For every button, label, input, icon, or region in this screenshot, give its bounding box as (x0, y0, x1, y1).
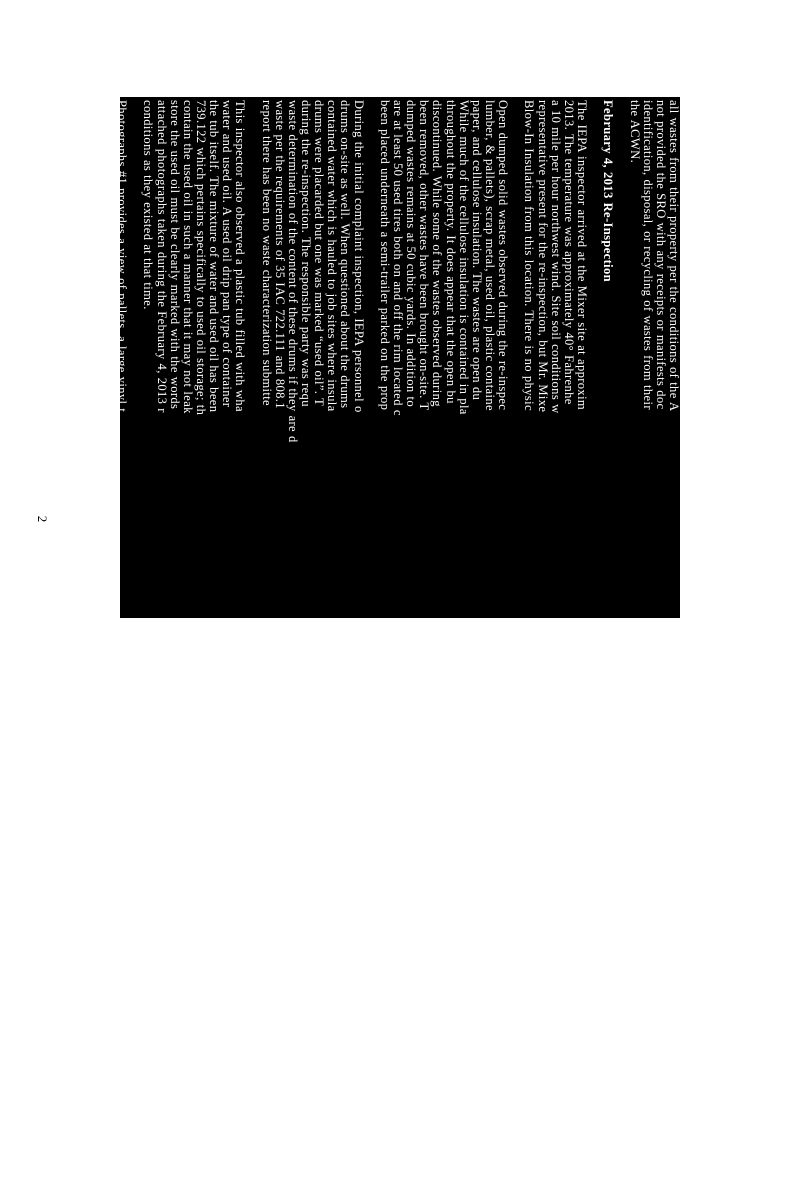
text-line: lumber, & pallets), scrap metal, used oil, plastic containe (483, 100, 498, 411)
scanned-document-block (101, 97, 681, 618)
text-line: dumped wastes remains at 50 cubic yards. In addition to (404, 100, 419, 408)
text-line: Blow-In Insulation from this location. There is no physic (522, 100, 537, 411)
text-line: waste per the requirements of 35 IAC 722.111 and 808.1 (272, 100, 287, 409)
text-line: identification, disposal, or recycling of wastes from their (640, 100, 655, 410)
text-line: Photographs #1 provides a view of pallets, a large vinyl t (115, 100, 130, 413)
text-line: paper, and cellulose insulation. The wastes are open du (469, 100, 484, 401)
paragraph-gap (365, 100, 378, 1200)
text-line: February 4, 2013 Re-Inspection (601, 100, 616, 283)
text-line: attached photographs taken during the February 4, 2013 r (154, 100, 169, 413)
paragraph-gap (128, 100, 141, 1200)
paragraph (627, 100, 680, 1200)
text-line: waste determination of the content of these drums if they are d (285, 100, 300, 443)
paragraph (260, 100, 365, 1200)
paragraph-gap (509, 100, 522, 1200)
page-number: 2 (35, 515, 50, 523)
text-line: 2013. The temperature was approximately 40° Fahrenhe (561, 100, 576, 405)
text-line: not provided the SRO with any receipts or manifests doc (653, 100, 668, 410)
paragraph (522, 100, 588, 1200)
text-line: during the re-inspection. The responsible party was requ (299, 100, 314, 407)
text-line: This inspector also observed a plastic tub filled with wha (233, 100, 248, 412)
text-line: store the used oil must be clearly marked with the words (167, 100, 182, 410)
text-line: are at least 50 used tires both on and off the rim located c (391, 100, 406, 416)
paragraph-gap (246, 100, 259, 1200)
text-line: contained water which is hauled to job sites where insula (325, 100, 340, 412)
text-line: conditions as they existed at that time. (141, 100, 156, 310)
paragraph (141, 100, 246, 1200)
text-line: discontinued. While some of the wastes observed during (430, 100, 445, 407)
text-line: drums were placarded but one was marked “used oil”. T (312, 100, 327, 407)
text-line: contain the used oil in such a manner that it may not leak (180, 100, 195, 414)
text-line: been placed underneath a semi-trailer parked on the prop (377, 100, 392, 411)
text-line: During the initial complaint inspection, IEPA personnel o (351, 100, 366, 413)
text-line: While much of the cellulose insulation is contained in pla (456, 100, 471, 415)
text-line: been removed, other wastes have been brought on-site. T (417, 100, 432, 411)
text-line: the ACWN. (627, 100, 642, 164)
paragraph (378, 100, 509, 1200)
text-line: water and used oil. A used oil drip pan type of container (220, 100, 235, 408)
text-line: representative present for the re-inspection, but Mr. Mixe (535, 100, 550, 413)
paragraph (102, 100, 128, 1200)
text-line: a 10 mile per hour northwest wind. Site soil conditions w (548, 100, 563, 414)
text-line: throughout the property. It does appear that the open bu (443, 100, 458, 404)
paragraph-gap (614, 100, 627, 1200)
text-line: drums on-site as well. When questioned about the drums (338, 100, 353, 409)
text-line: 739.122 which pertains specifically to used oil storage; th (193, 100, 208, 416)
rotated-text-frame (101, 97, 681, 618)
text-line: Open dumped solid wastes observed during the re-inspec (496, 100, 511, 411)
text-line: The IEPA inspector arrived at the Mixer site at approxim (575, 100, 590, 411)
text-line: all wastes from their property per the conditions of the A (667, 100, 681, 412)
document-body-text (101, 100, 681, 1200)
paragraph-gap (588, 100, 601, 1200)
text-line: the tub itself. The mixture of water and used oil has been (207, 100, 222, 413)
section-heading (601, 100, 614, 1200)
text-line: open dumped at the Mixer site. (101, 100, 116, 270)
text-line: report there has been no waste characterization submitte (259, 100, 274, 406)
